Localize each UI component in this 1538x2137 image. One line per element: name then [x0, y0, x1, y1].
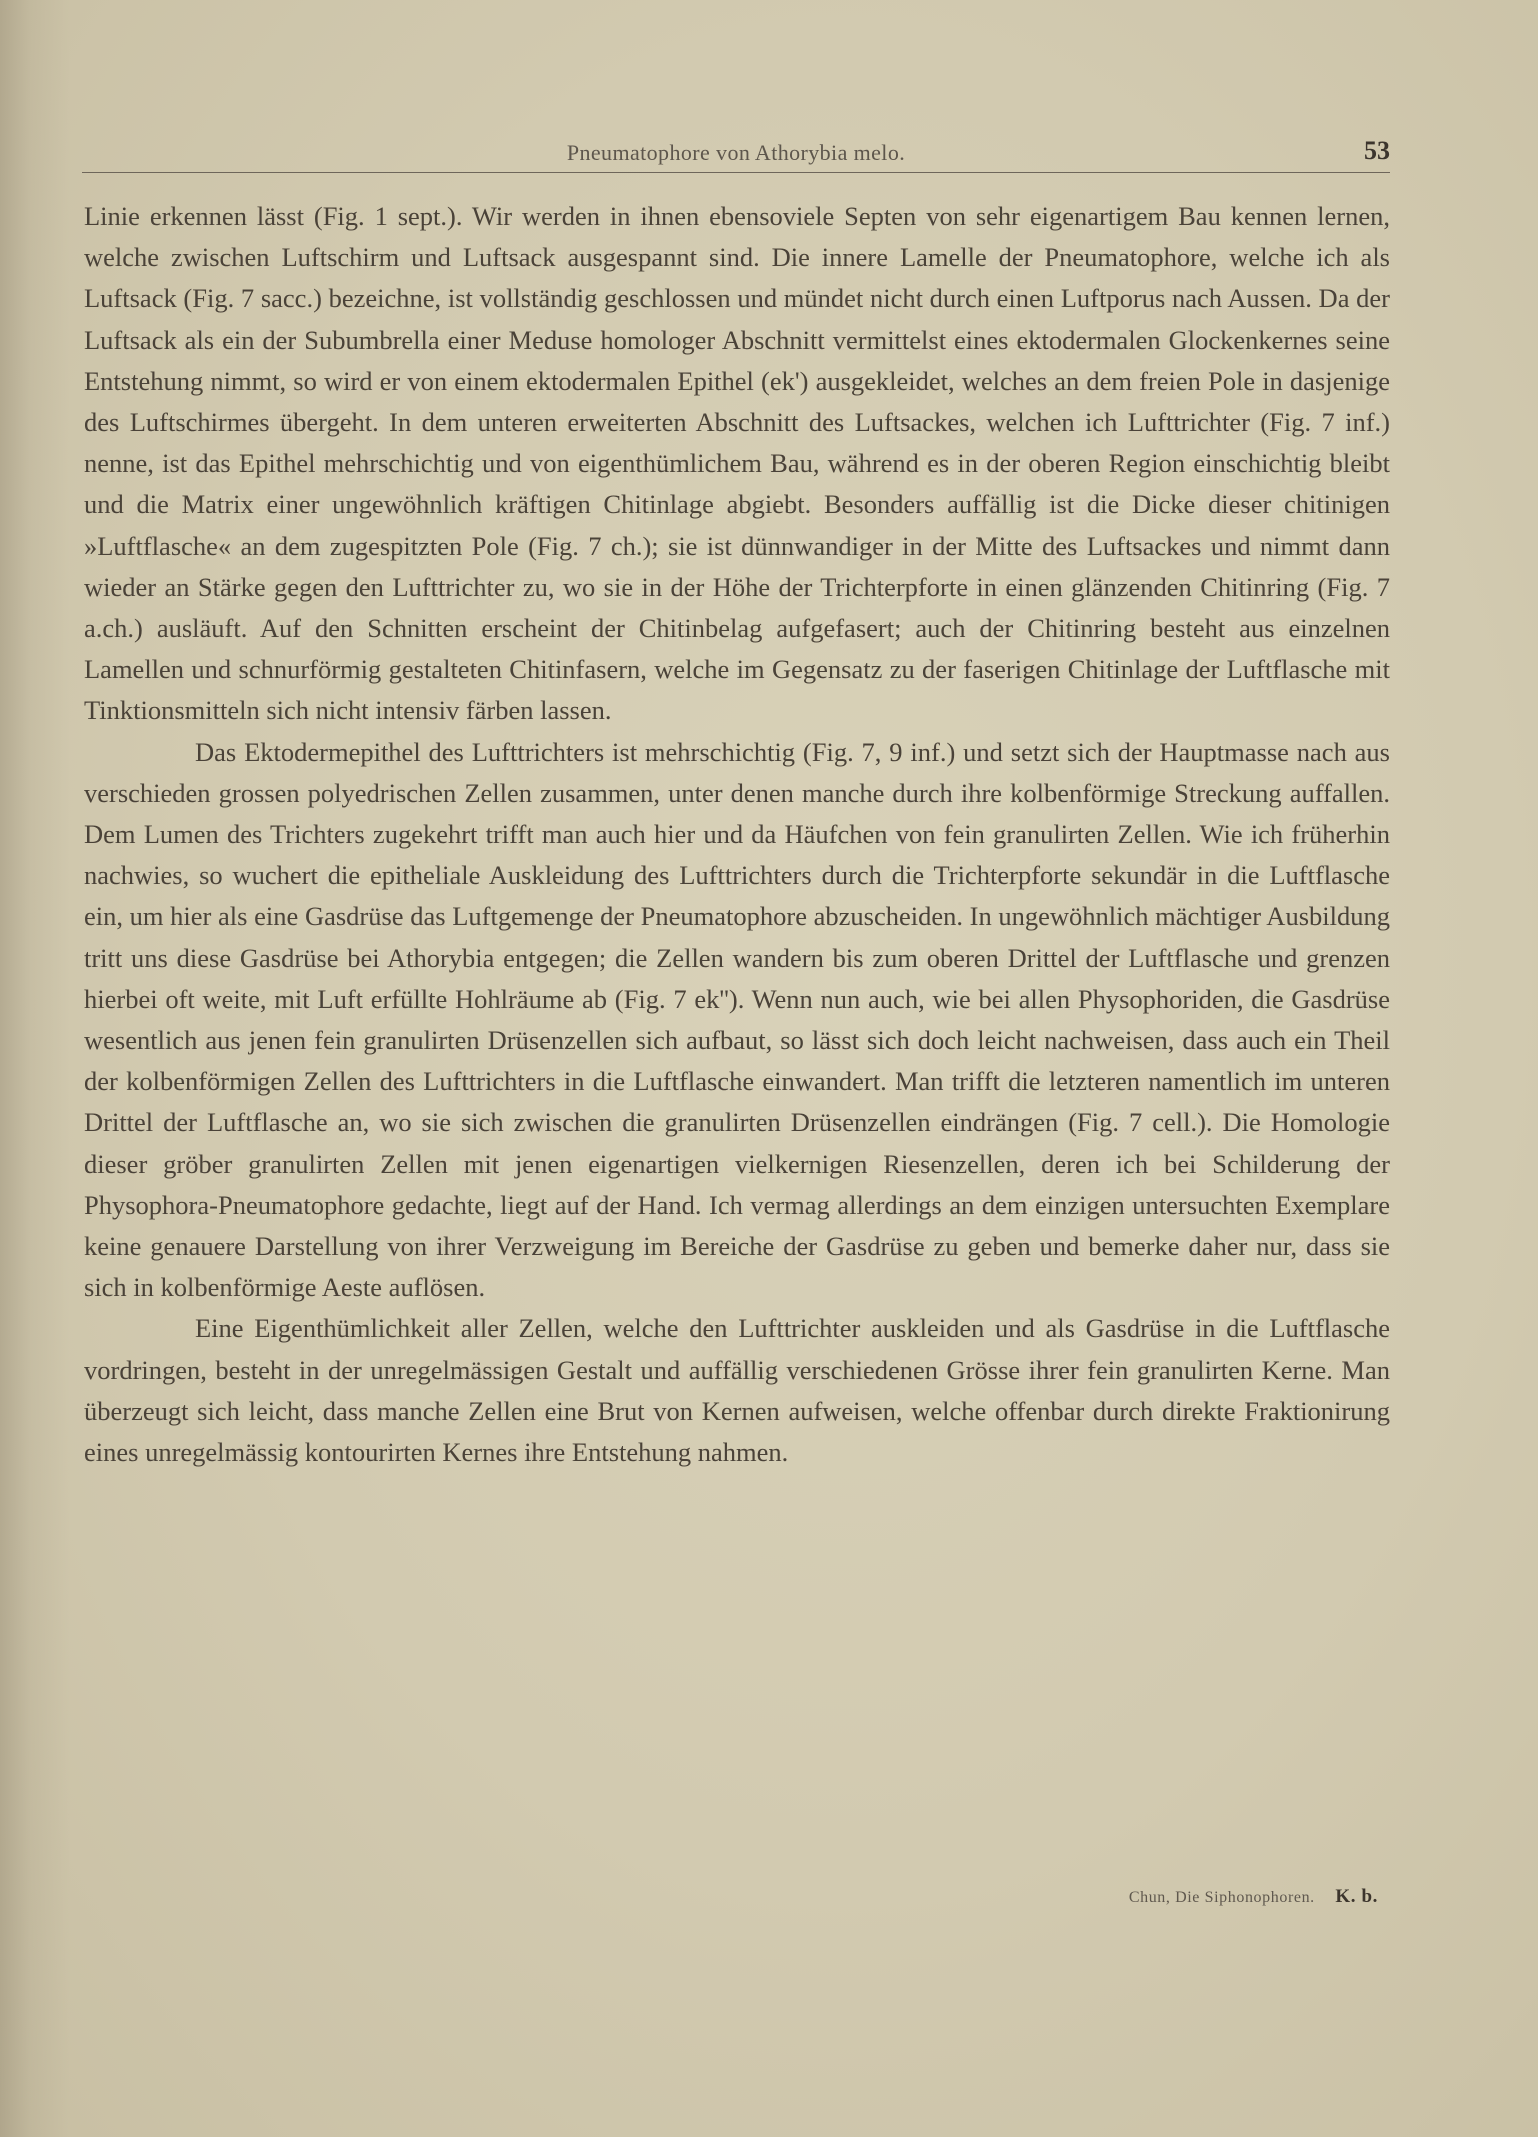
sheet-signature: K. b. — [1335, 1886, 1378, 1907]
paragraph-1: Linie erkennen lässt (Fig. 1 sept.). Wir werden in ihnen ebensoviele Septen von sehr eigenartigem Bau kennen lernen, welche zwischen Luftschirm und Luftsack ausgespannt sind. Die innere Lamelle der Pneumatophore, welche ich als Luftsack (Fig. 7 sacc.) bezeichne, ist vollständig geschlossen und mündet nicht durch einen Luftporus nach Aussen. Da der Luftsack als ein der Subumbrella einer Meduse homologer Abschnitt vermittelst eines ektodermalen Glockenkernes seine Entstehung nimmt, so wird er von einem ektodermalen Epithel (ek') ausgekleidet, welches an dem freien Pole in dasjenige des Luftschirmes übergeht. In dem unteren erweiterten Abschnitt des Luftsackes, welchen ich Lufttrichter (Fig. 7 inf.) nenne, ist das Epithel mehrschichtig und von eigenthümlichem Bau, während es in der oberen Region einschichtig bleibt und die Matrix einer ungewöhnlich kräftigen Chitinlage abgiebt. Besonders auffällig ist die Dicke dieser chitinigen »Luftflasche« an dem zugespitzten Pole (Fig. 7 ch.); sie ist dünnwandiger in der Mitte des Luftsackes und nimmt dann wieder an Stärke gegen den Lufttrichter zu, wo sie in der Höhe der Trichterpforte in einen glänzenden Chitinring (Fig. 7 a.ch.) ausläuft. Auf den Schnitten erscheint der Chitinbelag aufgefasert; auch der Chitinring besteht aus einzelnen Lamellen und schnurförmig gestalteten Chitinfasern, welche im Gegensatz zu der faserigen Chitinlage der Luftflasche mit Tinktionsmitteln sich nicht intensiv färben lassen. — [84, 201, 1390, 726]
paragraph-2: Das Ektodermepithel des Lufttrichters ist mehrschichtig (Fig. 7, 9 inf.) und setzt sich der Hauptmasse nach aus verschieden grossen polyedrischen Zellen zusammen, unter denen manche durch ihre kolbenförmige Streckung auffallen. Dem Lumen des Trichters zugekehrt trifft man auch hier und da Häufchen von fein granulirten Zellen. Wie ich früherhin nachwies, so wuchert die epitheliale Auskleidung des Lufttrichters durch die Trichterpforte sekundär in die Luftflasche ein, um hier als eine Gasdrüse das Luftgemenge der Pneumatophore abzuscheiden. In ungewöhnlich mächtiger Ausbildung tritt uns diese Gasdrüse bei Athorybia entgegen; die Zellen wandern bis zum oberen Drittel der Luftflasche und grenzen hierbei oft weite, mit Luft erfüllte Hohlräume ab (Fig. 7 ek''). Wenn nun auch, wie bei allen Physophoriden, die Gasdrüse wesentlich aus jenen fein granulirten Drüsenzellen sich aufbaut, so lässt sich doch leicht nachweisen, dass auch ein Theil der kolbenförmigen Zellen des Lufttrichters in die Luftflasche einwandert. Man trifft die letzteren namentlich im unteren Drittel der Luftflasche an, wo sie sich zwischen die granulirten Drüsenzellen eindrängen (Fig. 7 cell.). Die Homologie dieser gröber granulirten Zellen mit jenen eigenartigen vielkernigen Riesenzellen, deren ich bei Schilderung der Physophora-Pneumatophore gedachte, liegt auf der Hand. Ich vermag allerdings an dem einzigen untersuchten Exemplare keine genauere Darstellung von ihrer Verzweigung im Bereiche der Gasdrüse zu geben und bemerke daher nur, dass sie sich in kolbenförmige Aeste auflösen. — [84, 736, 1390, 1303]
body-text — [84, 196, 1390, 1473]
page-number: 53 — [1364, 136, 1390, 165]
footer-author-line: Chun, Die Siphonophoren. — [1128, 1889, 1315, 1906]
running-header — [82, 138, 1390, 173]
paragraph-3: Eine Eigenthümlichkeit aller Zellen, welche den Lufttrichter auskleiden und als Gasdrüse in die Luftflasche vordringen, besteht in der unregelmässigen Gestalt und auffällig verschiedenen Grösse ihrer fein granulirten Kerne. Man überzeugt sich leicht, dass manche Zellen eine Brut von Kernen aufweisen, welche offenbar durch direkte Fraktionirung eines unregelmässig kontourirten Kernes ihre Entstehung nahmen. — [84, 1313, 1390, 1468]
running-title: Pneumatophore von Athorybia melo. — [566, 140, 906, 165]
footer-signature — [1129, 1886, 1378, 1908]
